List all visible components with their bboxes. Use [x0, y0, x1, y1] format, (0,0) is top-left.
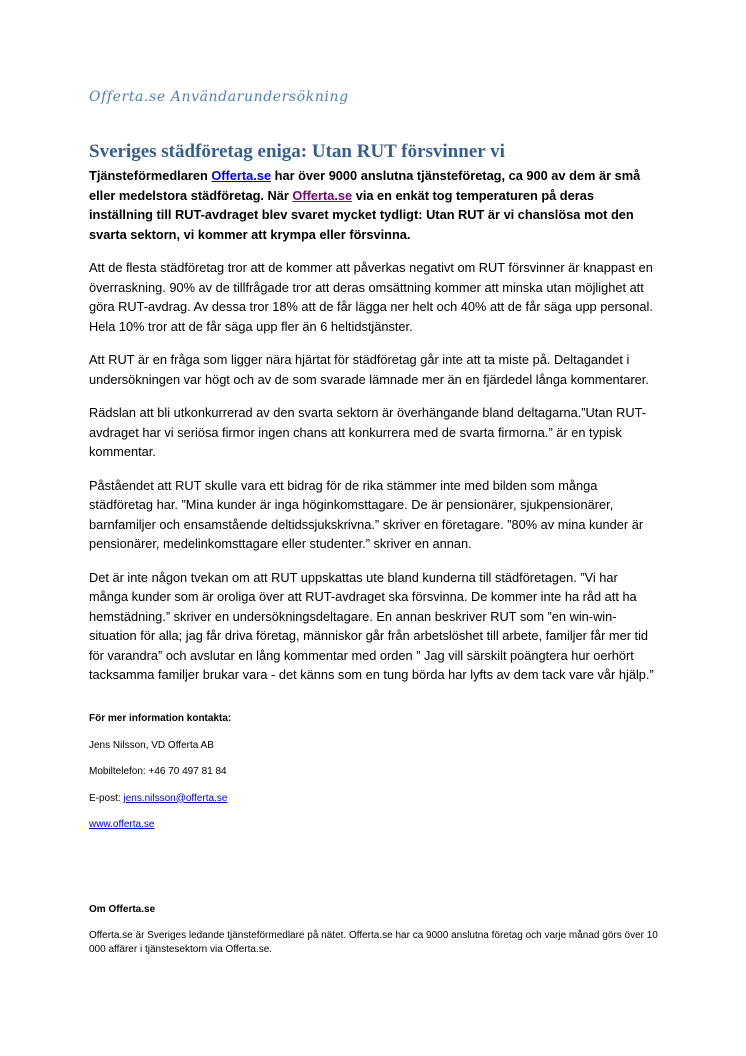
offerta-link-1[interactable]: Offerta.se	[211, 168, 272, 183]
contact-email-label: E-post:	[89, 792, 124, 804]
contact-phone: Mobiltelefon: +46 70 497 81 84	[89, 766, 227, 777]
about-heading: Om Offerta.se	[89, 904, 156, 915]
article-title: Sveriges städföretag eniga: Utan RUT försvinner vi	[89, 141, 505, 162]
lead-text-2: har över 9000 anslutna tjänsteföretag, ca 900 av dem är små eller medelstora städföretag. När	[89, 168, 641, 203]
body-paragraph-3: Rädslan att bli utkonkurrerad av den svarta sektorn är överhängande bland deltagarna.”Utan RUT-avdraget har vi seriösa firmor ingen chans att konkurrera med de svarta firmorna.” är en typisk kommentar.	[89, 405, 646, 459]
article	[89, 140, 659, 699]
body-paragraph-2: Att RUT är en fråga som ligger nära hjärtat för städföretag går inte att ta miste på. Deltagandet i undersökningen var högt och av de som svarade lämnade mer än en fjärdedel långa kommentarer.	[89, 352, 649, 387]
contact-heading: För mer information kontakta:	[89, 713, 232, 724]
contact-website-row	[89, 818, 659, 845]
lead-text-3: via en enkät tog temperaturen på deras inställning till RUT-avdraget blev svaret mycket tydligt: Utan RUT är vi chanslösa mot den svarta sektorn, vi kommer att krympa eller försvinna.	[89, 187, 634, 242]
document-header-tag: Offerta.se Användarundersökning	[89, 89, 349, 105]
contact-section	[89, 712, 659, 845]
contact-email-link[interactable]: jens.nilsson@offerta.se	[123, 792, 228, 804]
contact-name: Jens Nilsson, VD Offerta AB	[89, 739, 214, 751]
about-text: Offerta.se är Sveriges ledande tjänsteförmedlare på nätet. Offerta.se har ca 9000 anslutna företag och varje månad görs över 10 000 affärer i tjänstesektorn via Offerta.se.	[89, 930, 658, 955]
contact-email-row	[89, 792, 659, 819]
contact-website-link[interactable]: www.offerta.se	[89, 819, 155, 830]
article-lead	[89, 166, 659, 244]
offerta-link-2[interactable]: Offerta.se	[292, 187, 353, 203]
about-section	[89, 903, 659, 957]
body-paragraph-4: Påståendet att RUT skulle vara ett bidrag för de rika stämmer inte med bilden som många städföretag har. ”Mina kunder är inga höginkomsttagare. De är pensionärer, sjukpensionärer, barnfamiljer och ensamstående deltidssjukskrivna.” skriver en företagare. ”80% av mina kunder är pensionärer, medelinkomsttagare eller studenter.” skriver en annan.	[89, 477, 644, 551]
body-paragraph-5: Det är inte någon tvekan om att RUT uppskattas ute bland kunderna till städföretagen. ”Vi har många kunder som är oroliga över att RUT-avdraget ska försvinna. De kommer inte ha råd att ha hemstädning.” skriver en undersökningsdeltagare. En annan beskriver RUT som ”en win-win-situation för alla; jag får driva företag, människor går från arbetslöshet till arbete, familjer får mer tid för varandra” och avslutar en lång kommentar med orden ” Jag vill särskilt poängtera hur oerhört tacksamma familjer brukar vara - det känns som en tung börda har lyfts av dem tack vare vår hjälp.”	[89, 569, 654, 682]
lead-text-1: Tjänsteförmedlaren	[89, 168, 212, 183]
body-paragraph-1: Att de flesta städföretag tror att de kommer att påverkas negativt om RUT försvinner är knappast en överraskning. 90% av de tillfrågade tror att deras omsättning kommer att minska utan möjlighet att göra RUT-avdrag. Av dessa tror 18% att de får lägga ner helt och 40% att de får säga upp personal. Hela 10% tror att de får säga upp fler än 6 heltidstjänster.	[89, 260, 653, 334]
